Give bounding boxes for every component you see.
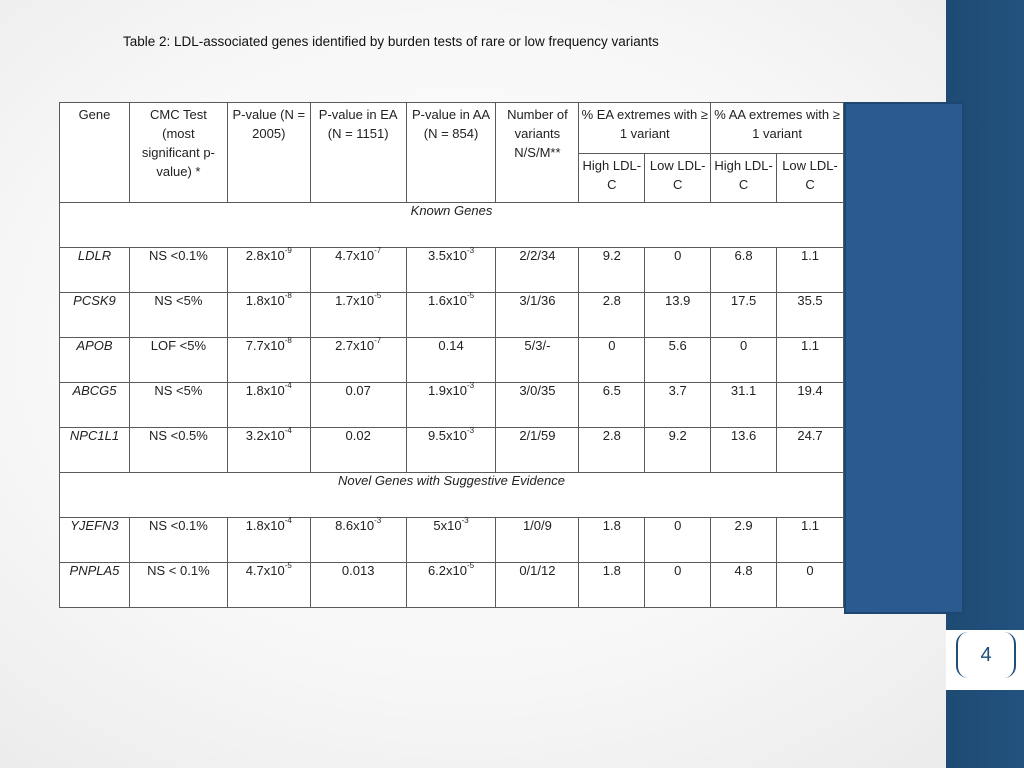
header-aa-high: High LDL-C — [711, 154, 777, 203]
value-exponent: -3 — [466, 381, 475, 390]
table-row — [60, 563, 844, 608]
value-exponent: -8 — [284, 336, 292, 345]
cell-ea-low: 0 — [645, 518, 711, 563]
cell-p-ea — [310, 248, 406, 293]
value-exponent: -9 — [284, 246, 292, 255]
cell-ea-high: 9.2 — [579, 248, 645, 293]
value-exponent: -3 — [461, 516, 469, 525]
value-exponent: -7 — [374, 246, 382, 255]
table-row — [60, 338, 844, 383]
cell-variants: 0/1/12 — [496, 563, 579, 608]
cell-ea-low: 13.9 — [645, 293, 711, 338]
cell-ea-high: 1.8 — [579, 518, 645, 563]
value-base: 0.02 — [345, 428, 371, 443]
cell-gene: YJEFN3 — [60, 518, 130, 563]
value-exponent: -5 — [466, 561, 475, 570]
value-exponent: -3 — [466, 246, 475, 255]
cell-ea-low: 0 — [645, 563, 711, 608]
cell-gene: NPC1L1 — [60, 428, 130, 473]
value-base: 5x10 — [433, 518, 462, 533]
ldl-genes-table — [59, 102, 844, 608]
value-base: 8.6x10 — [335, 518, 375, 533]
value-base: 1.7x10 — [335, 293, 375, 308]
value-base: 4.7x10 — [335, 248, 375, 263]
value-base: 1.8x10 — [245, 383, 285, 398]
value-exponent: -7 — [374, 336, 382, 345]
header-gene: Gene — [60, 103, 130, 203]
table-row — [60, 293, 844, 338]
decorative-blue-box — [844, 102, 964, 614]
cell-variants: 3/0/35 — [496, 383, 579, 428]
value-base: 0.013 — [341, 563, 375, 578]
table-body — [60, 203, 844, 608]
value-base: 1.6x10 — [427, 293, 467, 308]
cell-p-all — [227, 563, 310, 608]
cell-ea-high: 6.5 — [579, 383, 645, 428]
value-base: 3.2x10 — [245, 428, 285, 443]
cell-cmc: NS <0.1% — [129, 518, 227, 563]
value-base: 0.07 — [345, 383, 371, 398]
cell-variants: 3/1/36 — [496, 293, 579, 338]
cell-p-all — [227, 428, 310, 473]
header-p-aa: P-value in AA (N = 854) — [406, 103, 496, 203]
cell-p-all — [227, 293, 310, 338]
cell-gene: APOB — [60, 338, 130, 383]
value-base: 9.5x10 — [427, 428, 467, 443]
cell-variants: 5/3/- — [496, 338, 579, 383]
cell-cmc: NS < 0.1% — [129, 563, 227, 608]
cell-ea-low: 3.7 — [645, 383, 711, 428]
table-row — [60, 428, 844, 473]
value-base: 0.14 — [438, 338, 464, 353]
cell-variants: 1/0/9 — [496, 518, 579, 563]
cell-cmc: NS <0.1% — [129, 248, 227, 293]
cell-p-aa — [406, 383, 496, 428]
cell-p-ea — [310, 383, 406, 428]
value-exponent: -5 — [466, 291, 475, 300]
cell-cmc: NS <0.5% — [129, 428, 227, 473]
value-base: 1.9x10 — [427, 383, 467, 398]
cell-p-aa — [406, 518, 496, 563]
cell-variants: 2/1/59 — [496, 428, 579, 473]
page-number: 4 — [980, 644, 992, 666]
value-base: 4.7x10 — [245, 563, 285, 578]
cell-aa-low: 24.7 — [777, 428, 844, 473]
value-exponent: -4 — [284, 381, 292, 390]
cell-aa-high: 31.1 — [711, 383, 777, 428]
cell-p-all — [227, 383, 310, 428]
section-known-label: Known Genes — [60, 203, 844, 248]
cell-p-aa — [406, 338, 496, 383]
value-base: 7.7x10 — [245, 338, 285, 353]
cell-p-all — [227, 518, 310, 563]
cell-cmc: NS <5% — [129, 383, 227, 428]
cell-aa-high: 2.9 — [711, 518, 777, 563]
cell-gene: PNPLA5 — [60, 563, 130, 608]
cell-ea-high: 1.8 — [579, 563, 645, 608]
header-num-variants: Number of variants N/S/M** — [496, 103, 579, 203]
cell-p-ea — [310, 563, 406, 608]
value-exponent: -3 — [466, 426, 475, 435]
cell-aa-high: 17.5 — [711, 293, 777, 338]
header-ea-extremes: % EA extremes with ≥ 1 variant — [579, 103, 711, 154]
cell-p-ea — [310, 428, 406, 473]
cell-aa-low: 1.1 — [777, 518, 844, 563]
header-aa-extremes: % AA extremes with ≥ 1 variant — [711, 103, 844, 154]
cell-aa-high: 13.6 — [711, 428, 777, 473]
cell-ea-low: 9.2 — [645, 428, 711, 473]
cell-aa-low: 35.5 — [777, 293, 844, 338]
value-exponent: -4 — [284, 426, 292, 435]
cell-gene: PCSK9 — [60, 293, 130, 338]
header-p-all: P-value (N = 2005) — [227, 103, 310, 203]
value-base: 2.8x10 — [245, 248, 285, 263]
section-novel-label: Novel Genes with Suggestive Evidence — [60, 473, 844, 518]
table-caption: Table 2: LDL-associated genes identified by burden tests of rare or low frequency variants — [123, 34, 659, 49]
header-ea-low: Low LDL-C — [645, 154, 711, 203]
cell-p-all — [227, 248, 310, 293]
value-exponent: -4 — [284, 516, 292, 525]
cell-p-aa — [406, 293, 496, 338]
value-exponent: -5 — [284, 561, 292, 570]
cell-aa-high: 0 — [711, 338, 777, 383]
table-row — [60, 383, 844, 428]
cell-aa-low: 1.1 — [777, 248, 844, 293]
cell-ea-low: 0 — [645, 248, 711, 293]
cell-ea-high: 0 — [579, 338, 645, 383]
value-base: 6.2x10 — [427, 563, 467, 578]
cell-variants: 2/2/34 — [496, 248, 579, 293]
section-row-known — [60, 203, 844, 248]
cell-p-ea — [310, 518, 406, 563]
header-cmc: CMC Test (most significant p-value) * — [129, 103, 227, 203]
cell-p-aa — [406, 563, 496, 608]
value-exponent: -8 — [284, 291, 292, 300]
value-exponent: -5 — [374, 291, 382, 300]
cell-cmc: NS <5% — [129, 293, 227, 338]
cell-aa-high: 4.8 — [711, 563, 777, 608]
cell-ea-low: 5.6 — [645, 338, 711, 383]
cell-aa-low: 1.1 — [777, 338, 844, 383]
cell-aa-low: 19.4 — [777, 383, 844, 428]
cell-aa-low: 0 — [777, 563, 844, 608]
table-row — [60, 248, 844, 293]
cell-gene: ABCG5 — [60, 383, 130, 428]
cell-p-ea — [310, 338, 406, 383]
cell-ea-high: 2.8 — [579, 293, 645, 338]
header-ea-high: High LDL-C — [579, 154, 645, 203]
cell-aa-high: 6.8 — [711, 248, 777, 293]
cell-p-all — [227, 338, 310, 383]
cell-p-aa — [406, 248, 496, 293]
cell-p-aa — [406, 428, 496, 473]
cell-ea-high: 2.8 — [579, 428, 645, 473]
value-base: 2.7x10 — [335, 338, 375, 353]
value-base: 3.5x10 — [427, 248, 467, 263]
cell-cmc: LOF <5% — [129, 338, 227, 383]
value-exponent: -3 — [374, 516, 382, 525]
cell-p-ea — [310, 293, 406, 338]
section-row-novel — [60, 473, 844, 518]
table-row — [60, 518, 844, 563]
value-base: 1.8x10 — [245, 293, 285, 308]
header-aa-low: Low LDL-C — [777, 154, 844, 203]
header-p-ea: P-value in EA (N = 1151) — [310, 103, 406, 203]
value-base: 1.8x10 — [245, 518, 285, 533]
cell-gene: LDLR — [60, 248, 130, 293]
